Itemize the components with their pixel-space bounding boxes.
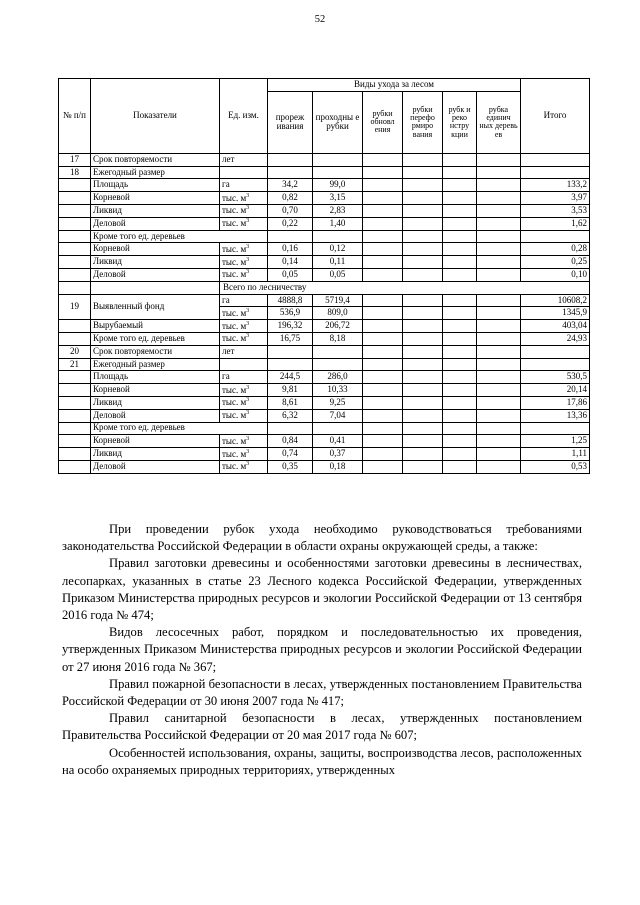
value-empty [443,422,477,435]
row-number: 21 [59,358,91,371]
value-thinning: 536,9 [268,307,313,320]
header-care-types: Виды ухода за лесом [268,79,521,92]
value-total: 133,2 [521,179,590,192]
table-row [59,243,590,256]
value-empty [403,166,443,179]
table-row [59,153,590,166]
value-empty [403,153,443,166]
table-row [59,448,590,461]
row-unit: га [220,371,268,384]
table-row [59,256,590,269]
value-passing: 10,33 [313,384,363,397]
value-empty [403,384,443,397]
row-unit: тыс. $м^3$ [220,204,268,217]
paragraph: Правил санитарной безопасности в лесах, утвержденных постановлением Правительства Российской Федерации от 20 мая 2017 года № 607; [62,711,582,743]
table-row [59,230,590,243]
value-empty [477,435,521,448]
table-row [59,371,590,384]
row-label: Ежегодный размер [91,358,220,371]
row-unit: тыс. $м^3$ [220,320,268,333]
value-empty [443,371,477,384]
value-passing: 206,72 [313,320,363,333]
value-thinning: 0,82 [268,192,313,205]
row-number [59,384,91,397]
table-row [59,166,590,179]
table-row [59,435,590,448]
row-number [59,268,91,281]
row-number: 17 [59,153,91,166]
value-thinning: 0,35 [268,460,313,473]
value-empty [443,345,477,358]
value-empty [363,307,403,320]
table-header [59,79,590,154]
value-empty [477,345,521,358]
section-heading: Всего по лесничеству [220,281,590,294]
value-passing: 286,0 [313,371,363,384]
row-subheading: Кроме того ед. деревьев [91,230,268,243]
value-passing: 0,12 [313,243,363,256]
row-number: 20 [59,345,91,358]
row-unit [220,358,268,371]
value-total: 0,28 [521,243,590,256]
table-row [59,268,590,281]
value-passing: 0,37 [313,448,363,461]
value-thinning: 6,32 [268,409,313,422]
value-total: 13,36 [521,409,590,422]
table-row [59,320,590,333]
value-empty [363,153,403,166]
row-label: Корневой [91,192,220,205]
row-unit: тыс. $м^3$ [220,396,268,409]
row-number: 18 [59,166,91,179]
value-passing [313,166,363,179]
row-number [59,230,91,243]
value-total: 403,04 [521,320,590,333]
value-empty [477,243,521,256]
header-type-renewal: рубки обновл ения [363,91,403,153]
value-empty [477,371,521,384]
row-label: Деловой [91,460,220,473]
value-empty [477,256,521,269]
value-empty [443,230,477,243]
value-thinning: 16,75 [268,332,313,345]
value-empty [403,268,443,281]
value-empty [363,192,403,205]
value-empty [477,166,521,179]
value-thinning [268,345,313,358]
row-number [59,243,91,256]
value-empty [313,422,363,435]
header-num: № п/п [59,79,91,154]
value-empty [363,166,403,179]
value-empty [443,435,477,448]
value-empty [477,358,521,371]
table-row [59,345,590,358]
row-unit: тыс. $м^3$ [220,256,268,269]
value-empty [443,358,477,371]
value-empty [477,230,521,243]
value-passing: 0,05 [313,268,363,281]
value-empty [443,294,477,307]
value-thinning: 0,22 [268,217,313,230]
value-thinning: 0,05 [268,268,313,281]
value-thinning: 0,70 [268,204,313,217]
row-unit: тыс. $м^3$ [220,243,268,256]
value-empty [443,217,477,230]
row-label: Площадь [91,371,220,384]
body-text [62,521,582,779]
row-label: Деловой [91,217,220,230]
row-number [59,281,91,294]
row-number [59,371,91,384]
row-number [59,204,91,217]
row-label: Деловой [91,409,220,422]
row-label: Срок повторяемости [91,345,220,358]
value-thinning [268,153,313,166]
value-empty [363,320,403,333]
table-row [59,358,590,371]
value-total: 3,53 [521,204,590,217]
value-total: 1,25 [521,435,590,448]
value-passing: 3,15 [313,192,363,205]
table-row [59,332,590,345]
row-unit: тыс. $м^3$ [220,409,268,422]
value-total: 0,53 [521,460,590,473]
row-unit: га [220,179,268,192]
value-empty [521,422,590,435]
value-empty [403,243,443,256]
row-unit: тыс. $м^3$ [220,448,268,461]
row-label: Корневой [91,384,220,397]
value-empty [363,460,403,473]
value-empty [477,217,521,230]
header-unit: Ед. изм. [220,79,268,154]
value-passing: 809,0 [313,307,363,320]
value-passing: 2,83 [313,204,363,217]
value-empty [443,460,477,473]
row-number [59,435,91,448]
table-row [59,217,590,230]
value-empty [477,268,521,281]
value-empty [403,332,443,345]
table-row [59,396,590,409]
value-empty [443,409,477,422]
value-total: 0,10 [521,268,590,281]
value-thinning: 8,61 [268,396,313,409]
header-type-single-trees: рубка единич ных деревь ев [477,91,521,153]
row-unit: тыс. $м^3$ [220,332,268,345]
value-empty [363,332,403,345]
row-label: Деловой [91,268,220,281]
value-empty [403,307,443,320]
value-empty [363,256,403,269]
value-empty [443,166,477,179]
value-thinning: 0,16 [268,243,313,256]
value-total: 3,97 [521,192,590,205]
row-number [59,422,91,435]
value-empty [363,384,403,397]
header-type-reformation: рубки перефо рмиро вания [403,91,443,153]
value-total [521,345,590,358]
value-empty [443,256,477,269]
row-unit: тыс. $м^3$ [220,217,268,230]
paragraph: Видов лесосечных работ, порядком и последовательностью их проведения, утвержденных Приказом Министерства природных ресурсов и экологии Российской Федерации от 27 июня 2016 года № 367; [62,625,582,674]
value-total: 17,86 [521,396,590,409]
paragraph: Правил пожарной безопасности в лесах, утвержденных постановлением Правительства Российской Федерации от 30 июня 2007 года № 417; [62,676,582,709]
value-thinning [268,166,313,179]
value-passing: 99,0 [313,179,363,192]
table-row [59,192,590,205]
table-row [59,179,590,192]
value-empty [268,230,313,243]
row-unit: га [220,294,268,307]
value-total: 1,11 [521,448,590,461]
forest-care-table [58,78,590,474]
value-empty [443,384,477,397]
value-empty [403,345,443,358]
value-empty [477,422,521,435]
row-label [91,281,220,294]
row-unit: тыс. $м^3$ [220,268,268,281]
row-unit [220,166,268,179]
row-number [59,448,91,461]
value-thinning: 4888,8 [268,294,313,307]
row-number [59,320,91,333]
value-empty [363,409,403,422]
row-label: Корневой [91,435,220,448]
value-empty [403,217,443,230]
value-total: 1345,9 [521,307,590,320]
value-empty [443,332,477,345]
value-passing: 9,25 [313,396,363,409]
value-empty [363,294,403,307]
value-empty [313,230,363,243]
row-number [59,192,91,205]
value-empty [363,371,403,384]
value-empty [363,422,403,435]
table-row [59,422,590,435]
row-number [59,460,91,473]
table-row [59,294,590,307]
row-unit: лет [220,345,268,358]
row-number [59,396,91,409]
paragraph: Особенностей использования, охраны, защиты, воспроизводства лесов, расположенных на особо охраняемых природных территориях, утвержденных [62,745,582,777]
value-thinning: 34,2 [268,179,313,192]
value-total [521,153,590,166]
value-empty [363,217,403,230]
value-empty [403,192,443,205]
value-empty [477,294,521,307]
value-empty [443,320,477,333]
row-label: Выявленный фонд [91,294,220,320]
value-empty [363,268,403,281]
value-empty [363,204,403,217]
value-empty [363,230,403,243]
value-empty [363,396,403,409]
value-empty [443,192,477,205]
table-row [59,281,590,294]
value-empty [403,460,443,473]
row-unit: тыс. $м^3$ [220,435,268,448]
value-total: 24,93 [521,332,590,345]
table-row [59,384,590,397]
value-empty [403,409,443,422]
value-empty [403,448,443,461]
row-number: 19 [59,294,91,320]
row-unit: тыс. $м^3$ [220,460,268,473]
value-passing: 0,11 [313,256,363,269]
value-passing: 1,40 [313,217,363,230]
table-row [59,204,590,217]
value-passing [313,358,363,371]
table-body [59,153,590,473]
value-total [521,166,590,179]
paragraph: При проведении рубок ухода необходимо руководствоваться требованиями законодательства Российской Федерации в области охраны окружающей среды, а также: [62,522,582,554]
value-empty [403,256,443,269]
row-unit: тыс. $м^3$ [220,384,268,397]
value-total: 1,62 [521,217,590,230]
value-thinning [268,358,313,371]
value-empty [363,345,403,358]
row-label: Вырубаемый [91,320,220,333]
value-empty [403,204,443,217]
value-empty [477,409,521,422]
value-passing [313,345,363,358]
row-label: Срок повторяемости [91,153,220,166]
row-number [59,332,91,345]
row-label: Ликвид [91,204,220,217]
header-total: Итого [521,79,590,154]
value-empty [363,179,403,192]
value-thinning: 0,14 [268,256,313,269]
value-thinning: 196,32 [268,320,313,333]
value-empty [403,435,443,448]
table-row [59,460,590,473]
header-type-passing: проходны е рубки [313,91,363,153]
row-label: Ликвид [91,396,220,409]
value-empty [477,332,521,345]
row-label: Площадь [91,179,220,192]
header-type-thinning: прореж ивания [268,91,313,153]
value-empty [403,294,443,307]
value-empty [363,435,403,448]
value-empty [477,179,521,192]
value-empty [521,230,590,243]
value-empty [477,384,521,397]
value-passing: 0,41 [313,435,363,448]
row-unit: тыс. $м^3$ [220,192,268,205]
row-number [59,409,91,422]
value-empty [443,307,477,320]
header-type-reconstruction: рубк и реко нстру кции [443,91,477,153]
value-empty [403,320,443,333]
row-number [59,217,91,230]
value-empty [477,320,521,333]
row-label: Ликвид [91,256,220,269]
value-empty [363,243,403,256]
value-total: 530,5 [521,371,590,384]
paragraph: Правил заготовки древесины и особенностями заготовки древесины в лесничествах, лесопарках, указанных в статье 23 Лесного кодекса Российской Федерации, утвержденных Приказом Министерства природных ресурсов и экологии Российской Федерации от 13 сентября 2016 года № 474; [62,556,582,623]
value-passing: 5719,4 [313,294,363,307]
value-empty [443,179,477,192]
value-passing: 8,18 [313,332,363,345]
value-empty [477,153,521,166]
value-empty [477,460,521,473]
row-label: Ежегодный размер [91,166,220,179]
value-empty [363,358,403,371]
value-empty [363,448,403,461]
value-thinning: 0,74 [268,448,313,461]
value-total: 10608,2 [521,294,590,307]
value-empty [477,307,521,320]
row-subheading: Кроме того ед. деревьев [91,422,268,435]
value-empty [443,268,477,281]
value-thinning: 244,5 [268,371,313,384]
value-empty [403,422,443,435]
value-thinning: 0,84 [268,435,313,448]
value-total: 0,25 [521,256,590,269]
value-empty [443,243,477,256]
row-unit: тыс. $м^3$ [220,307,268,320]
value-empty [443,153,477,166]
row-label: Корневой [91,243,220,256]
value-empty [443,396,477,409]
table-row [59,409,590,422]
page-number: 52 [314,14,326,25]
value-empty [403,358,443,371]
value-empty [403,371,443,384]
value-empty [403,230,443,243]
header-indicator: Показатели [91,79,220,154]
value-empty [477,396,521,409]
value-empty [477,204,521,217]
value-empty [477,192,521,205]
value-empty [477,448,521,461]
value-empty [443,448,477,461]
value-thinning: 9,81 [268,384,313,397]
value-passing: 7,04 [313,409,363,422]
row-label: Ликвид [91,448,220,461]
value-empty [443,204,477,217]
value-total: 20,14 [521,384,590,397]
row-label: Кроме того ед. деревьев [91,332,220,345]
value-empty [403,396,443,409]
value-total [521,358,590,371]
value-passing: 0,18 [313,460,363,473]
row-unit: лет [220,153,268,166]
row-number [59,179,91,192]
value-empty [403,179,443,192]
value-passing [313,153,363,166]
value-empty [268,422,313,435]
row-number [59,256,91,269]
